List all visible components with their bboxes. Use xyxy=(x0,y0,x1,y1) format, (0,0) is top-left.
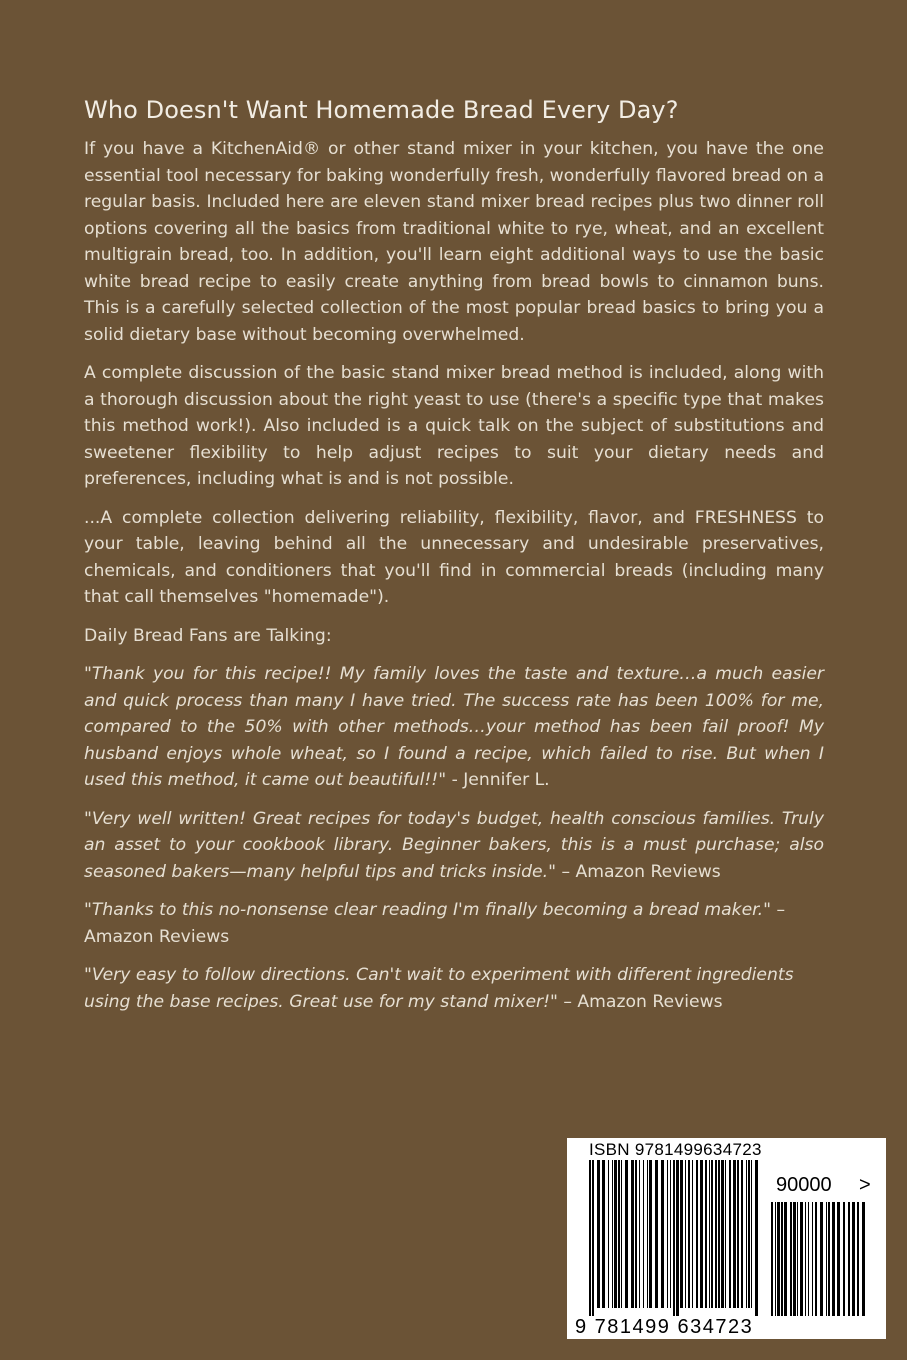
review-3-quote: "Thanks to this no-nonsense clear reading I'm finally becoming a bread maker." xyxy=(84,900,772,920)
isbn-digits: 9 781499 634723 xyxy=(575,1316,754,1338)
isbn-barcode-box xyxy=(567,1138,886,1339)
review-1 xyxy=(84,661,824,794)
review-4 xyxy=(84,962,824,1015)
review-2-quote: "Very well written! Great recipes for today's budget, health conscious families. Truly an asset to your cookbook library. Beginner bakers, this is a must purchase; also seasoned bakers—many helpful tips and tricks inside." xyxy=(84,808,824,882)
description-paragraph-3: ...A complete collection delivering reliability, flexibility, flavor, and FRESHNESS to your table, leaving behind all the unnecessary and undesirable preservatives, chemicals, and conditioners that you'll find in commercial breads (including many that call themselves "homemade"). xyxy=(84,507,824,607)
review-2 xyxy=(84,806,824,886)
review-1-quote: "Thank you for this recipe!! My family loves the taste and texture…a much easier and quick process than many I have tried. The success rate has been 100% for me, compared to the 50% with other methods…your method has been fail proof! My husband enjoys whole wheat, so I found a recipe, which failed to rise. But when I used this method, it came out beautiful!!" xyxy=(84,664,824,790)
description-paragraph-1: If you have a KitchenAid® or other stand mixer in your kitchen, you have the one essential tool necessary for baking wonderfully fresh, wonderfully flavored bread on a regular basis. Included here are eleven stand mixer bread recipes plus two dinner roll options covering all the basics from traditional white to rye, wheat, and an excellent multigrain bread, too. In addition, you'll learn eight additional ways to use the basic white bread recipe to easily create anything from bread bowls to cinnamon buns. This is a carefully selected collection of the most popular bread basics to bring you a solid dietary base without becoming overwhelmed. xyxy=(84,139,824,345)
review-4-attribution: – Amazon Reviews xyxy=(557,991,723,1012)
barcode-bars xyxy=(567,1138,886,1339)
review-2-attribution: – Amazon Reviews xyxy=(556,861,721,882)
review-1-attribution: - Jennifer L. xyxy=(446,770,550,790)
blurb-section xyxy=(84,96,824,1027)
isbn-label: ISBN 9781499634723 xyxy=(589,1140,762,1159)
review-3-attribution: – Amazon Reviews xyxy=(84,900,786,947)
review-4-quote: "Very easy to follow directions. Can't wait to experiment with different ingredients using the base recipes. Great use for my stand mixer!" xyxy=(84,965,794,1012)
cover-heading: Who Doesn't Want Homemade Bread Every Day? xyxy=(84,96,679,124)
price-arrow: > xyxy=(859,1174,871,1196)
review-3 xyxy=(84,897,824,950)
fans-heading: Daily Bread Fans are Talking: xyxy=(84,625,332,646)
price-code: 90000 xyxy=(776,1174,832,1196)
description-paragraph-2: A complete discussion of the basic stand mixer bread method is included, along with a thorough discussion about the right yeast to use (there's a specific type that makes this method work!). Also included is a quick talk on the subject of substitutions and sweetener flexibility to help adjust recipes to suit your dietary needs and preferences, including what is and is not possible. xyxy=(84,363,824,489)
